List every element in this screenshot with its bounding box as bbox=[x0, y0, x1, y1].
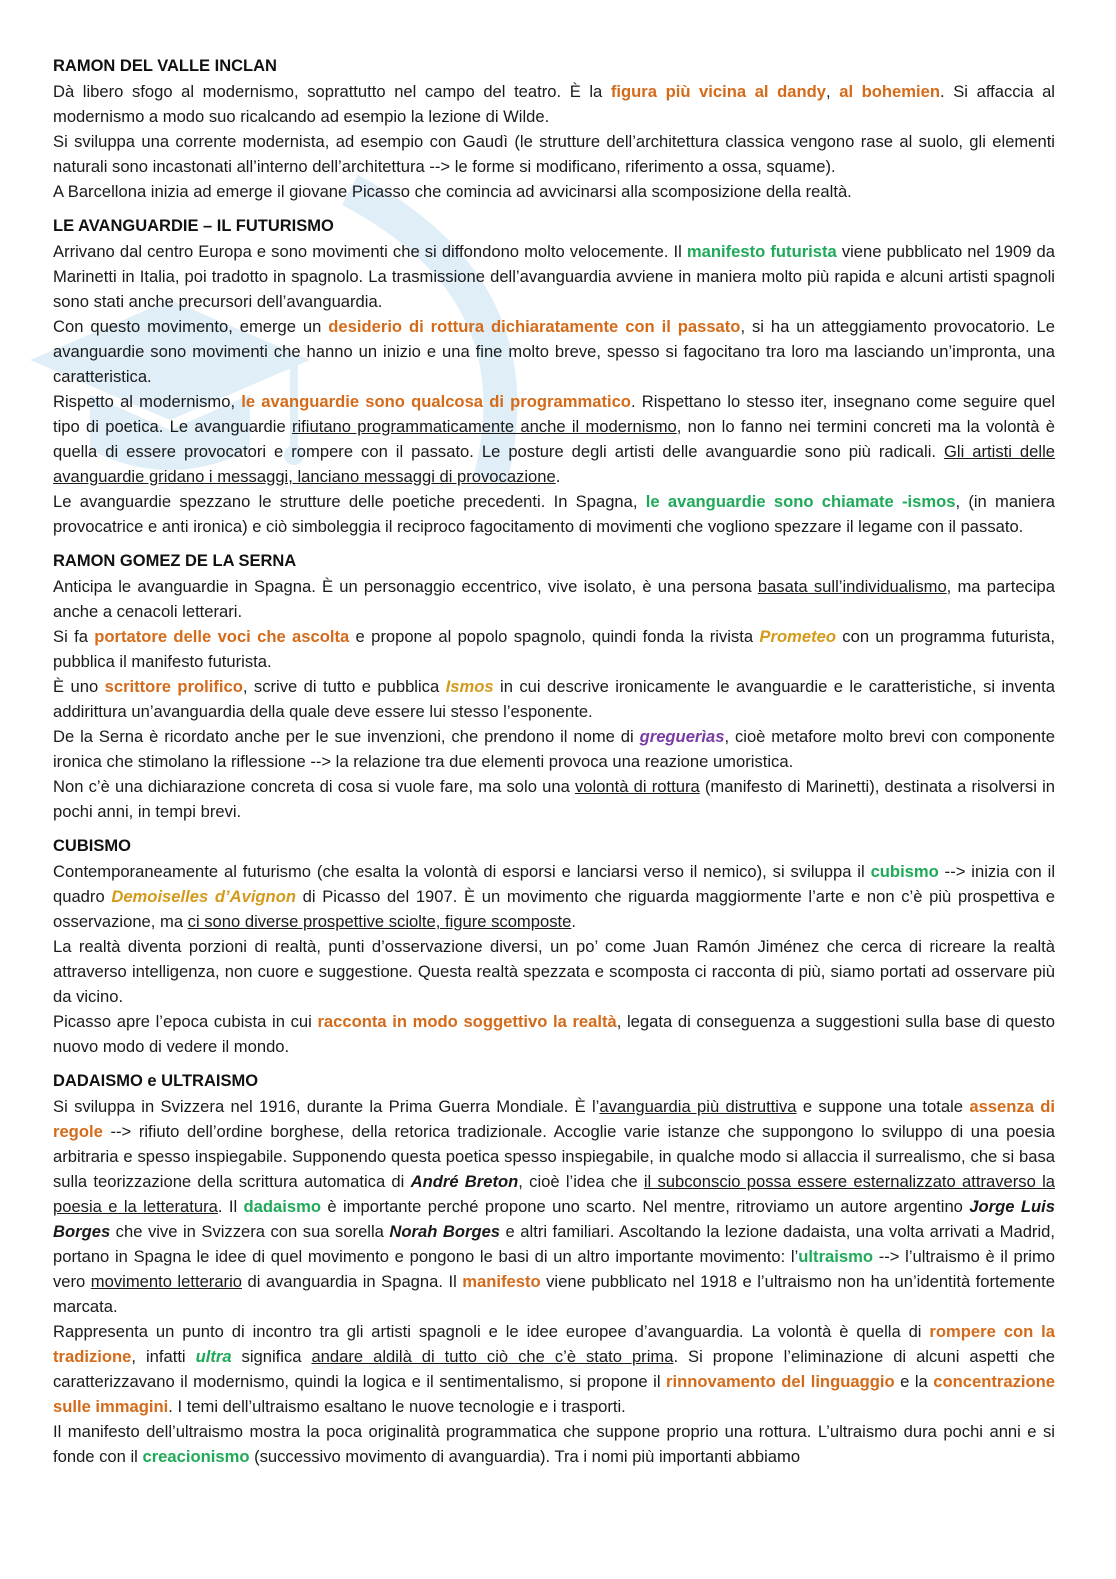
text-run: --> l’ultraismo è il primo vero bbox=[53, 1247, 1055, 1291]
paragraph bbox=[53, 129, 1055, 179]
paragraph bbox=[53, 934, 1055, 1009]
highlighted-text: concentrazione sulle immagini bbox=[53, 1372, 1055, 1416]
document-page bbox=[53, 54, 1055, 1479]
highlighted-text: manifesto bbox=[462, 1272, 541, 1291]
text-run: Si sviluppa una corrente modernista, ad esempio con bbox=[53, 132, 463, 151]
text-run: , non lo fanno nei termini concreti ma la volontà è quella di essere provocatori e rompere con il passato. Le posture degli artisti delle avanguardie sono più radicali. bbox=[53, 417, 1056, 461]
text-run: , legata di conseguenza a suggestioni sulla base di questo nuovo modo di vedere il mondo. bbox=[53, 1012, 1055, 1056]
highlighted-text: Ismos bbox=[445, 677, 494, 696]
paragraph bbox=[53, 1319, 1055, 1419]
highlighted-text: De la Serna bbox=[53, 727, 144, 746]
highlighted-text: assenza di regole bbox=[53, 1097, 1055, 1141]
text-run: viene pubblicato nel 1918 e l’ultraismo non ha un’identità fortemente marcata. bbox=[53, 1272, 1056, 1316]
section-title: CUBISMO bbox=[53, 837, 131, 855]
paragraph bbox=[53, 1094, 1055, 1319]
section-title: LE AVANGUARDIE – IL FUTURISMO bbox=[53, 217, 334, 235]
text-run: Contemporaneamente al futurismo (che esalta la volontà di esporsi e lanciarsi verso il nemico), si sviluppa il bbox=[53, 862, 871, 881]
highlighted-text: avanguardia più distruttiva bbox=[599, 1097, 797, 1116]
text-run: . Rispettano lo stesso iter, insegnano come seguire quel tipo di poetica. Le avanguardie bbox=[53, 392, 1056, 436]
text-run: . bbox=[571, 912, 576, 931]
section bbox=[53, 54, 1055, 204]
highlighted-text: le avanguardie sono chiamate -ismos bbox=[645, 492, 956, 511]
section-title: RAMON DEL VALLE INCLAN bbox=[53, 57, 277, 75]
text-run: . Il bbox=[217, 1197, 244, 1216]
highlighted-text: André Breton bbox=[410, 1172, 519, 1191]
text-run: viene pubblicato nel 1909 da Marinetti in Italia, poi tradotto in spagnolo. La trasmissione dell’avanguardia avviene in maniera molto più rapida e alcuni artisti spagnoli sono stati anche precursori dell’avanguardia. bbox=[53, 242, 1055, 311]
paragraph bbox=[53, 179, 1055, 204]
text-run: Rispetto al modernismo, bbox=[53, 392, 242, 411]
text-run: È uno bbox=[53, 677, 105, 696]
text-run: --> inizia con il quadro bbox=[53, 862, 1056, 906]
paragraph bbox=[53, 724, 1055, 774]
section-title: DADAISMO e ULTRAISMO bbox=[53, 1072, 259, 1090]
section bbox=[53, 1069, 1055, 1469]
text-run: . bbox=[555, 467, 561, 486]
highlighted-text: manifesto futurista bbox=[686, 242, 837, 261]
highlighted-text: il subconscio possa essere esternalizzato attraverso la poesia e la letteratura bbox=[53, 1172, 1055, 1216]
text-run: Anticipa le avanguardie in Spagna. È un personaggio eccentrico, vive isolato, è una persona bbox=[53, 577, 758, 596]
paragraph bbox=[53, 239, 1055, 314]
text-run: La realtà diventa porzioni di realtà, punti d’osservazione diversi, un po’ come Juan Ramón Jiménez che cerca di ricreare la realtà attraverso intelligenza, non cuore e suggestione. Questa realtà spezzata e scomposta ci racconta di più, siamo portati ad osservare più da vicino. bbox=[53, 937, 1055, 1006]
highlighted-text: scrittore prolifico bbox=[104, 677, 243, 696]
paragraph bbox=[53, 624, 1055, 674]
text-run: , scrive di tutto e pubblica bbox=[242, 677, 446, 696]
text-run: (successivo movimento di avanguardia). Tra i nomi più importanti abbiamo bbox=[249, 1447, 801, 1466]
highlighted-text: rinnovamento del linguaggio bbox=[666, 1372, 895, 1391]
text-run: Arrivano dal centro Europa e sono movimenti che si diffondono molto velocemente. Il bbox=[53, 242, 687, 261]
paragraph bbox=[53, 574, 1055, 624]
highlighted-text: dadaismo bbox=[243, 1197, 321, 1216]
section bbox=[53, 549, 1055, 824]
highlighted-text: Norah Borges bbox=[389, 1222, 501, 1241]
highlighted-text: creacionismo bbox=[142, 1447, 250, 1466]
paragraph bbox=[53, 859, 1055, 934]
text-run: . Si propone l’eliminazione di alcuni aspetti che caratterizzavano il modernismo, quindi la logica e il sentimentalismo, si propone il bbox=[53, 1347, 1056, 1391]
text-run: di avanguardia in Spagna. Il bbox=[242, 1272, 463, 1291]
text-run: che comincia ad avvicinarsi alla scomposizione della realtà. bbox=[409, 182, 852, 201]
text-run: che vive in Svizzera con sua sorella bbox=[110, 1222, 390, 1241]
text-run: (manifesto di Marinetti), destinata a risolversi in pochi anni, in tempi brevi. bbox=[53, 777, 1056, 821]
text-run: significa bbox=[231, 1347, 312, 1366]
text-run: . I temi dell’ultraismo esaltano le nuove tecnologie e i trasporti. bbox=[168, 1397, 626, 1416]
text-run: Non c’è una dichiarazione concreta di cosa si vuole fare, ma solo una bbox=[53, 777, 575, 796]
highlighted-text: portatore delle voci che ascolta bbox=[94, 627, 350, 646]
section-title: RAMON GOMEZ DE LA SERNA bbox=[53, 552, 297, 570]
highlighted-text: racconta in modo soggettivo la realtà bbox=[317, 1012, 617, 1031]
text-run: Le avanguardie spezzano le strutture delle poetiche precedenti. In Spagna, bbox=[53, 492, 646, 511]
paragraph bbox=[53, 674, 1055, 724]
highlighted-text: Prometeo bbox=[759, 627, 836, 646]
text-run: Rappresenta un punto di incontro tra gli artisti spagnoli e le idee europee d’avanguardia. La volontà è quella di bbox=[53, 1322, 930, 1341]
highlighted-text: movimento letterario bbox=[90, 1272, 242, 1291]
paragraph bbox=[53, 489, 1055, 539]
highlighted-text: ultra bbox=[195, 1347, 232, 1366]
text-run: Con questo movimento, emerge un bbox=[53, 317, 329, 336]
text-run: A Barcellona inizia ad emerge il giovane bbox=[53, 182, 352, 201]
highlighted-text: rompere con la tradizione bbox=[53, 1322, 1055, 1366]
text-run: e propone al popolo spagnolo, quindi fonda la rivista bbox=[349, 627, 760, 646]
paragraph bbox=[53, 314, 1055, 389]
highlighted-text: figura più vicina al dandy bbox=[610, 82, 826, 101]
paragraph bbox=[53, 774, 1055, 824]
highlighted-text: Gaudì bbox=[462, 132, 508, 151]
text-run: , infatti bbox=[131, 1347, 196, 1366]
highlighted-text: volontà di rottura bbox=[574, 777, 700, 796]
highlighted-text: Picasso bbox=[351, 182, 410, 201]
text-run: Dà libero sfogo al modernismo, soprattutto nel campo del teatro. È la bbox=[53, 82, 611, 101]
text-run: . Si affaccia al modernismo a modo suo ricalcando ad esempio la lezione di Wilde. bbox=[53, 82, 1055, 126]
section bbox=[53, 834, 1055, 1059]
highlighted-text: Demoiselles d’Avignon bbox=[111, 887, 296, 906]
highlighted-text: desiderio di rottura dichiaratamente con il passato bbox=[328, 317, 741, 336]
highlighted-text: ci sono diverse prospettive sciolte, figure scomposte bbox=[187, 912, 572, 931]
highlighted-text: greguerìas bbox=[639, 727, 725, 746]
text-run: Si fa bbox=[53, 627, 95, 646]
text-run: --> rifiuto dell’ordine borghese, della retorica tradizionale. Accoglie varie istanze che suppongono lo sviluppo di una poesia arbitraria e spesso inspiegabile. Supponendo questa poetica spesso inspiegabile, in qualche modo si allaccia il surrealismo, che si basa sulla teorizzazione della scrittura automatica di bbox=[53, 1122, 1055, 1191]
text-run: e la bbox=[894, 1372, 934, 1391]
text-run: (le strutture dell’architettura classica vengono rase al suolo, gli elementi naturali sono incastonati all’interno dell’architettura --> le forme si modificano, riferimento a ossa, squame). bbox=[53, 132, 1055, 176]
text-run: , ma partecipa anche a cenacoli letterari. bbox=[53, 577, 1055, 621]
text-run: è ricordato anche per le sue invenzioni, che prendono il nome di bbox=[143, 727, 640, 746]
highlighted-text: al bohemien bbox=[839, 82, 941, 101]
highlighted-text: Picasso bbox=[322, 887, 381, 906]
text-run: , (in maniera provocatrice e anti ironica) e ciò simboleggia il reciproco fagocitamento di movimenti che vogliono spezzare il legame con il passato. bbox=[53, 492, 1055, 536]
paragraph bbox=[53, 1009, 1055, 1059]
text-run: e altri familiari. Ascoltando la lezione dadaista, una volta arrivati a Madrid, portano in Spagna le idee di quel movimento e pongono le basi di un altro importante movimento: l’ bbox=[53, 1222, 1055, 1266]
highlighted-text: andare aldilà di tutto ciò che c’è stato prima bbox=[311, 1347, 674, 1366]
text-run: , bbox=[826, 82, 840, 101]
text-run: in cui descrive ironicamente le avanguardie e le caratteristiche, si inventa addirittura un’avanguardia della quale deve essere lui stesso l’esponente. bbox=[53, 677, 1055, 721]
text-run: Il manifesto dell’ultraismo mostra la poca originalità programmatica che suppone proprio una rottura. L’ultraismo dura pochi anni e si fonde con il bbox=[53, 1422, 1055, 1466]
text-run: di bbox=[295, 887, 323, 906]
highlighted-text: le avanguardie sono qualcosa di programmatico bbox=[241, 392, 631, 411]
text-run: , cioè l’idea che bbox=[518, 1172, 644, 1191]
highlighted-text: cubismo bbox=[870, 862, 939, 881]
paragraph bbox=[53, 1419, 1055, 1469]
paragraph bbox=[53, 389, 1055, 489]
highlighted-text: ultraismo bbox=[798, 1247, 873, 1266]
highlighted-text: Gli artisti delle avanguardie gridano i messaggi, lanciano messaggi di provocazione bbox=[53, 442, 1055, 486]
text-run: e suppone una totale bbox=[796, 1097, 970, 1116]
text-run: del 1907. È un movimento che riguarda maggiormente l’arte e non c’è più prospettiva e osservazione, ma bbox=[53, 887, 1056, 931]
text-run: è importante perché propone uno scarto. Nel mentre, ritroviamo un autore argentino bbox=[321, 1197, 970, 1216]
text-run: , cioè metafore molto brevi con componente ironica che stimolano la riflessione --> la relazione tra due elementi provoca una reazione umoristica. bbox=[53, 727, 1055, 771]
text-run: , si ha un atteggiamento provocatorio. Le avanguardie sono movimenti che hanno un inizio e una fine molto breve, spesso si fagocitano tra loro ma lasciando un’impronta, una caratteristica. bbox=[53, 317, 1055, 386]
highlighted-text: rifiutano programmaticamente anche il modernismo bbox=[291, 417, 677, 436]
highlighted-text: basata sull’individualismo bbox=[757, 577, 947, 596]
section bbox=[53, 214, 1055, 539]
highlighted-text: Jorge Luis Borges bbox=[53, 1197, 1055, 1241]
paragraph bbox=[53, 79, 1055, 129]
text-run: Si sviluppa in Svizzera nel 1916, durante la Prima Guerra Mondiale. È l’ bbox=[53, 1097, 600, 1116]
text-run: Picasso apre l’epoca cubista in cui bbox=[53, 1012, 318, 1031]
text-run: con un programma futurista, pubblica il manifesto futurista. bbox=[53, 627, 1055, 671]
